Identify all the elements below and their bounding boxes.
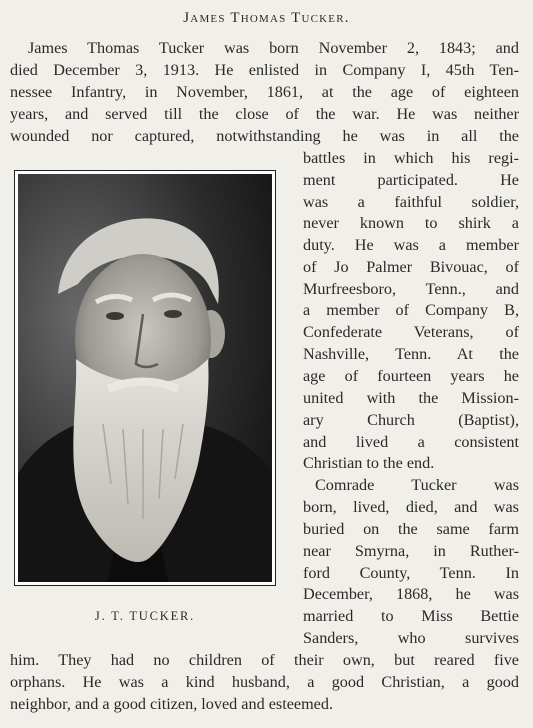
text-line: years, and served till the close of the war. He was neither [10, 105, 519, 123]
text-line: wounded nor captured, notwithstanding he was in all the [10, 127, 519, 145]
portrait-image [18, 174, 272, 582]
text-line: of Jo Palmer Bivouac, of [303, 258, 519, 276]
text-line: orphans. He was a kind husband, a good Christian, a good [10, 673, 519, 691]
text-line: Confederate Veterans, of [303, 323, 519, 341]
text-line: ary Church (Baptist), [303, 411, 519, 429]
text-line: neighbor, and a good citizen, loved and esteemed. [10, 695, 333, 713]
text-line: battles in which his regi- [303, 149, 519, 167]
text-line: Murfreesboro, Tenn., and [303, 280, 519, 298]
text-line: united with the Mission- [303, 389, 519, 407]
text-line: never known to shirk a [303, 214, 519, 232]
text-line: James Thomas Tucker was born November 2, 1843; and [28, 39, 519, 57]
text-line: nessee Infantry, in November, 1861, at the age of eighteen [10, 83, 519, 101]
text-line: Christian to the end. [303, 454, 435, 472]
text-line: ford County, Tenn. In [303, 564, 519, 582]
text-line: near Smyrna, in Ruther- [303, 542, 519, 560]
text-line: Comrade Tucker was [315, 476, 519, 494]
text-line: a member of Company B, [303, 301, 519, 319]
text-line: Nashville, Tenn. At the [303, 345, 519, 363]
text-line: ment participated. He [303, 171, 519, 189]
text-line: December, 1868, he was [303, 585, 519, 603]
photo-caption: J. T. TUCKER. [94, 609, 196, 623]
text-line: and lived a consistent [303, 433, 519, 451]
text-line: married to Miss Bettie [303, 607, 519, 625]
text-line: Sanders, who survives [303, 629, 519, 647]
article-title: James Thomas Tucker. [183, 10, 350, 26]
text-line: age of fourteen years he [303, 367, 519, 385]
text-line: died December 3, 1913. He enlisted in Company I, 45th Ten- [10, 61, 519, 79]
text-line: duty. He was a member [303, 236, 519, 254]
text-line: him. They had no children of their own, but reared five [10, 651, 519, 669]
portrait-photo [14, 170, 276, 586]
text-line: buried on the same farm [303, 520, 519, 538]
text-line: born, lived, died, and was [303, 498, 519, 516]
text-line: was a faithful soldier, [303, 193, 519, 211]
